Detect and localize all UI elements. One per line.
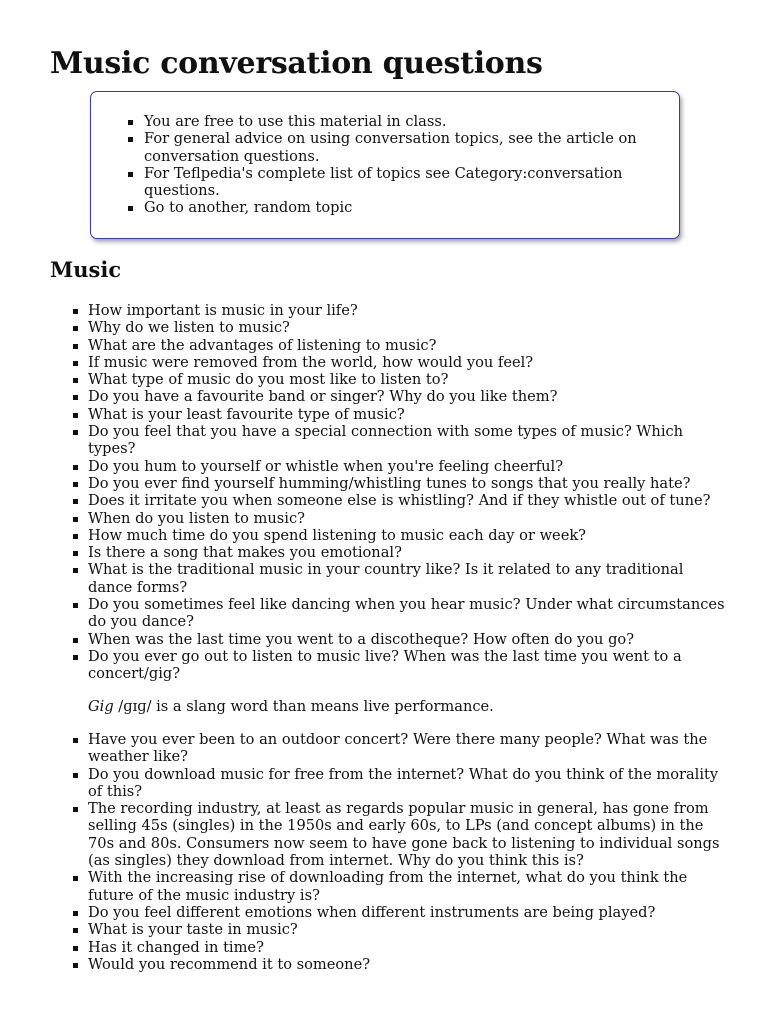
question-item: The recording industry, at least as regards popular music in general, has gone from selling 45s (singles) in the 1950s and early 60s, to LPs (and concept albums) in the 70s and 80s. Consumers now seem to have gone back to listening to individual songs (as singles) they download from internet. Why do you think this is?: [88, 800, 728, 869]
notice-item-free-use: You are free to use this material in class.: [143, 113, 643, 130]
gig-definition: /ɡɪɡ/ is a slang word than means live performance.: [113, 698, 494, 715]
question-list-a: [88, 302, 728, 683]
question-item: How important is music in your life?: [88, 302, 728, 319]
question-item: Do you sometimes feel like dancing when you hear music? Under what circumstances do you dance?: [88, 596, 728, 631]
question-item: What is your least favourite type of music?: [88, 406, 728, 423]
question-item: Have you ever been to an outdoor concert? Were there many people? What was the weather like?: [88, 731, 728, 766]
question-item: When do you listen to music?: [88, 510, 728, 527]
question-item: With the increasing rise of downloading from the internet, what do you think the future of the music industry is?: [88, 869, 728, 904]
section-heading: Music: [50, 257, 122, 282]
gig-note: [88, 698, 494, 716]
question-item: Do you have a favourite band or singer? Why do you like them?: [88, 388, 728, 405]
question-item: Has it changed in time?: [88, 939, 728, 956]
notice-list: [143, 113, 643, 217]
question-item: Would you recommend it to someone?: [88, 956, 728, 973]
question-item: What are the advantages of listening to music?: [88, 337, 728, 354]
question-item: Do you ever go out to listen to music live? When was the last time you went to a concert/gig?: [88, 648, 728, 683]
question-item: What type of music do you most like to listen to?: [88, 371, 728, 388]
notice-item-random-topic-link[interactable]: Go to another, random topic: [143, 199, 643, 216]
question-item: Does it irritate you when someone else is whistling? And if they whistle out of tune?: [88, 492, 728, 509]
question-item: Do you ever find yourself humming/whistling tunes to songs that you really hate?: [88, 475, 728, 492]
question-item: What is your taste in music?: [88, 921, 728, 938]
question-item: Do you download music for free from the internet? What do you think of the morality of this?: [88, 766, 728, 801]
question-item: Is there a song that makes you emotional?: [88, 544, 728, 561]
question-item: How much time do you spend listening to music each day or week?: [88, 527, 728, 544]
question-item: Do you feel different emotions when different instruments are being played?: [88, 904, 728, 921]
question-item: Do you hum to yourself or whistle when you're feeling cheerful?: [88, 458, 728, 475]
notice-item-general-advice-link[interactable]: For general advice on using conversation topics, see the article on conversation questions.: [143, 130, 643, 165]
notice-box: [90, 91, 680, 239]
question-item: Do you feel that you have a special connection with some types of music? Which types?: [88, 423, 728, 458]
gig-term: Gig: [88, 698, 114, 715]
question-item: If music were removed from the world, how would you feel?: [88, 354, 728, 371]
question-item: What is the traditional music in your country like? Is it related to any traditional dance forms?: [88, 561, 728, 596]
question-list-b: [88, 731, 728, 973]
question-item: Why do we listen to music?: [88, 319, 728, 336]
question-item: When was the last time you went to a discotheque? How often do you go?: [88, 631, 728, 648]
notice-item-category-link[interactable]: For Teflpedia's complete list of topics see Category:conversation questions.: [143, 165, 643, 200]
page-title: Music conversation questions: [50, 46, 543, 81]
